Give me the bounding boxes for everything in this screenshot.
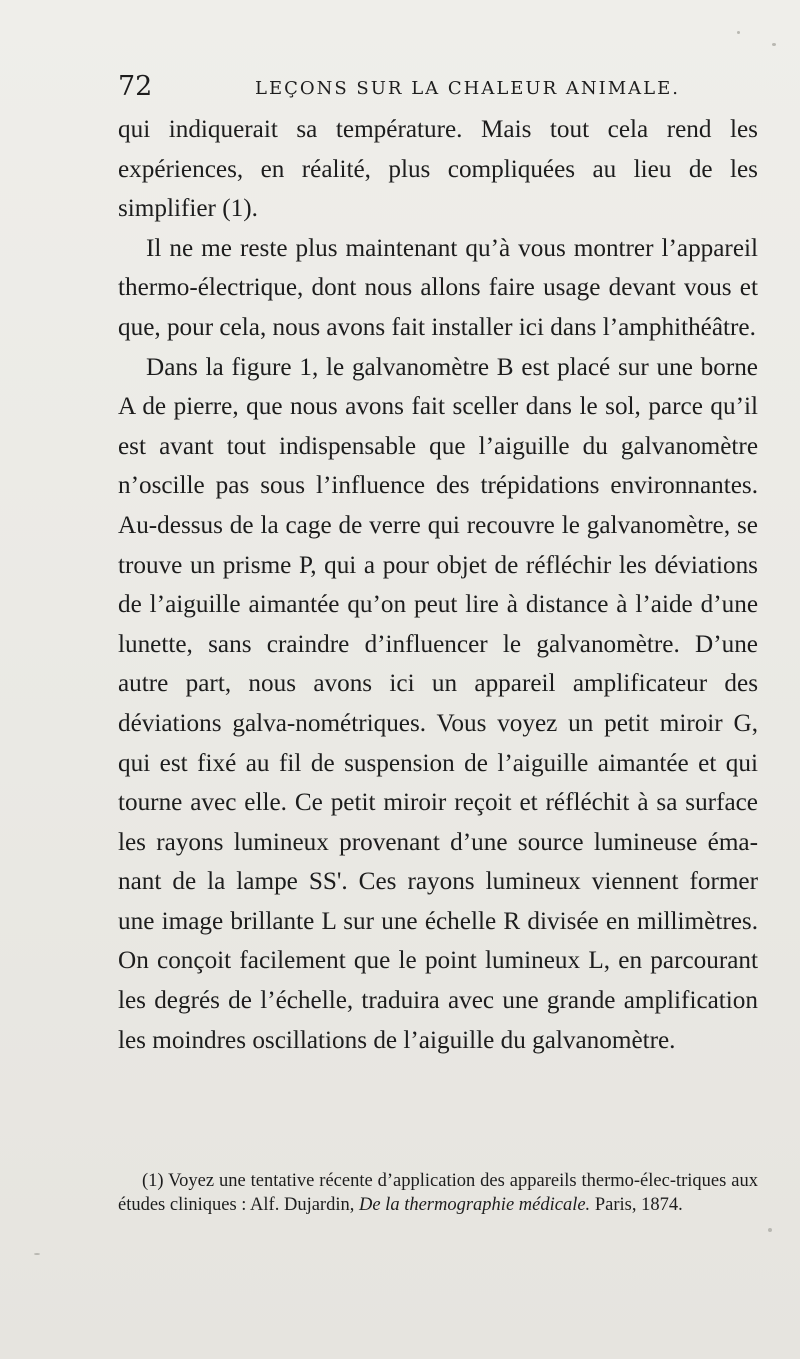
main-text: [118, 110, 758, 1060]
paper-speck: [737, 31, 740, 34]
paragraph-1: qui indiquerait sa température. Mais tout cela rend les expériences, en réalité, plus compliquées au lieu de les simplifier (1).: [118, 116, 758, 223]
paper-speck: [772, 43, 776, 46]
footnote-body: (1) Voyez une tentative récente d’application des appareils thermo-élec-triques aux études cliniques : Alf. Dujardin,: [118, 1171, 758, 1215]
paragraph-3: Dans la figure 1, le galvanomètre B est placé sur une borne A de pierre, que nous avons fait sceller dans le sol, parce qu’il est avant tout indispensable que l’aiguille du galvanomètre n’oscille pas sous l’influence des trépidations environnantes. Au-dessus de la cage de verre qui recouvre le galvanomètre, se trouve un prisme P, qui a pour objet de réfléchir les déviations de l’aiguille aimantée qu’on peut lire à distance à l’aide d’une lunette, sans craindre d’influencer le galvanomètre. D’une autre part, nous avons ici un appareil amplificateur des déviations galva-nométriques. Vous voyez un petit miroir G, qui est fixé au fil de suspension de l’aiguille aimantée et qui tourne avec elle. Ce petit miroir reçoit et réfléchit à sa surface les rayons lumineux provenant d’une source lumineuse éma-nant de la lampe SS'. Ces rayons lumineux viennent former une image brillante L sur une échelle R divisée en millimètres. On conçoit facilement que le point lumineux L, en parcourant les degrés de l’échelle, traduira avec une grande amplification les moindres oscillations de l’aiguille du galvanomètre.: [118, 353, 758, 1054]
running-head: LEÇONS SUR LA CHALEUR ANIMALE.: [255, 78, 680, 99]
footnote-title: De la thermographie médicale.: [358, 1195, 591, 1215]
footnote-text: [118, 1169, 758, 1217]
page-header: [118, 72, 758, 112]
paper-speck: [768, 1228, 772, 1232]
paragraph-2: Il ne me reste plus maintenant qu’à vous montrer l’appareil thermo-électrique, dont nous allons faire usage devant vous et que, pour cela, nous avons fait installer ici dans l’amphithéâtre.: [118, 234, 758, 341]
footnote: [118, 1169, 758, 1217]
footnote-tail: Paris, 1874.: [590, 1195, 683, 1215]
page-number: 72: [118, 71, 153, 102]
paper-speck: [34, 1253, 40, 1255]
